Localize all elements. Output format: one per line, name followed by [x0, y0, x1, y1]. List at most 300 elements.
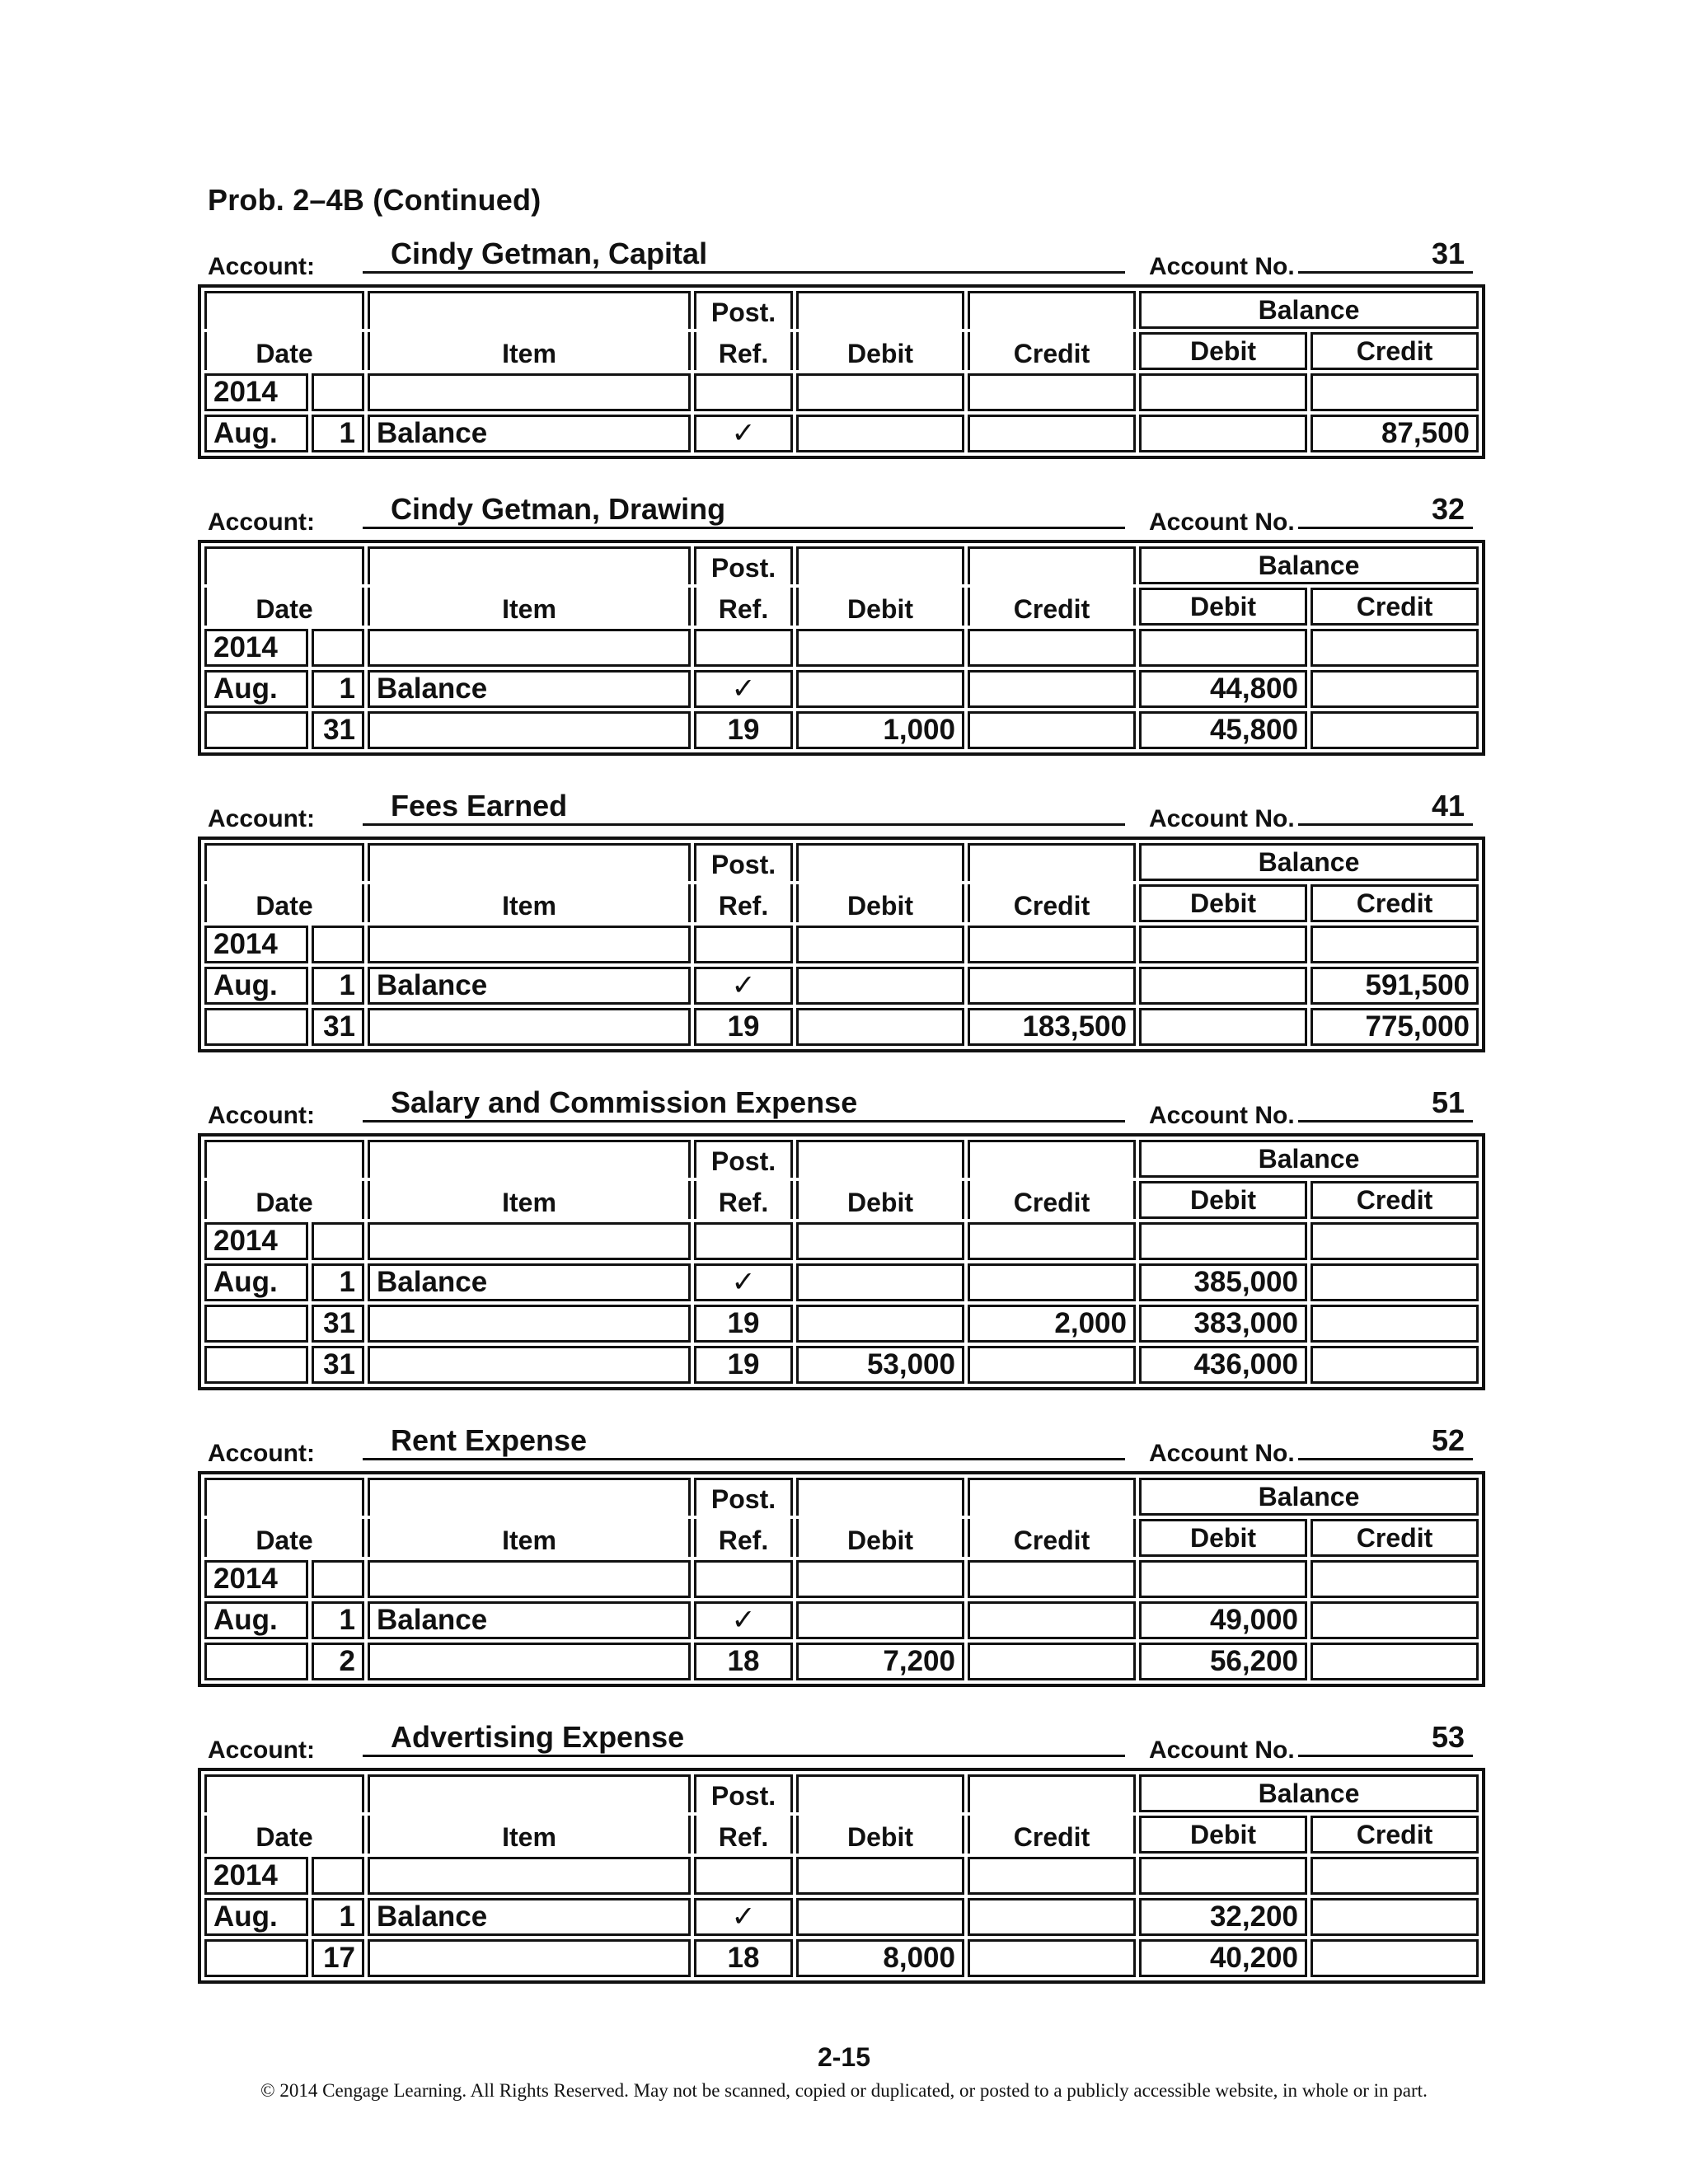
- account-name-line: [363, 235, 1125, 274]
- date-day-cell: 31: [312, 1008, 364, 1046]
- credit-cell: [968, 1263, 1136, 1301]
- credit-header: Credit: [968, 884, 1136, 922]
- debit-header-top: [796, 546, 964, 584]
- account-name-line: [363, 490, 1125, 529]
- ref-header: Ref.: [694, 332, 793, 370]
- debit-cell: [796, 415, 964, 452]
- account-number-line: [1298, 1084, 1473, 1122]
- balance-credit-cell: [1311, 1601, 1479, 1639]
- account-header: [198, 787, 1477, 838]
- account-number: 51: [1431, 1085, 1465, 1119]
- item-cell: [368, 1857, 691, 1895]
- post-ref-cell: [694, 1222, 793, 1260]
- account-ledger: [198, 235, 1477, 449]
- account-name: Cindy Getman, Drawing: [391, 492, 726, 526]
- ref-header: Ref.: [694, 1816, 793, 1854]
- date-header-top: [204, 1774, 364, 1812]
- credit-cell: [968, 711, 1136, 749]
- post-ref-cell: [694, 629, 793, 667]
- date-day-cell: [312, 1560, 364, 1598]
- account-name: Fees Earned: [391, 789, 568, 823]
- debit-cell: [796, 967, 964, 1005]
- item-header-top: [368, 1774, 691, 1812]
- date-month-cell: Aug.: [204, 967, 308, 1005]
- account-header: [198, 1718, 1477, 1769]
- date-header: Date: [204, 332, 364, 370]
- date-header-top: [204, 1478, 364, 1516]
- ref-header: Ref.: [694, 1181, 793, 1219]
- account-label: Account:: [208, 1736, 315, 1764]
- date-month-cell: 2014: [204, 1560, 308, 1598]
- balance-credit-cell: [1311, 629, 1479, 667]
- balance-debit-cell: [1139, 926, 1307, 963]
- account-label: Account:: [208, 805, 315, 832]
- debit-cell: [796, 1263, 964, 1301]
- date-day-cell: [312, 629, 364, 667]
- post-ref-cell: [694, 926, 793, 963]
- ledger-row: [204, 1305, 1479, 1343]
- item-cell: [368, 926, 691, 963]
- credit-header-top: [968, 546, 1136, 584]
- post-ref-cell: ✓: [694, 1263, 793, 1301]
- item-cell: [368, 373, 691, 411]
- item-header: Item: [368, 332, 691, 370]
- debit-cell: [796, 1898, 964, 1936]
- debit-header-top: [796, 1774, 964, 1812]
- header-row: [204, 291, 1479, 329]
- header-row: [204, 588, 1479, 626]
- post-ref-cell: ✓: [694, 1898, 793, 1936]
- credit-cell: [968, 926, 1136, 963]
- balance-debit-cell: [1139, 373, 1307, 411]
- balance-credit-cell: [1311, 1346, 1479, 1384]
- debit-cell: 8,000: [796, 1939, 964, 1977]
- item-cell: [368, 1939, 691, 1977]
- header-row: [204, 843, 1479, 881]
- account-name: Salary and Commission Expense: [391, 1085, 858, 1119]
- balance-debit-cell: 32,200: [1139, 1898, 1307, 1936]
- ledger-row: [204, 373, 1479, 411]
- header-row: [204, 1774, 1479, 1812]
- account-label: Account:: [208, 1102, 315, 1129]
- item-cell: [368, 711, 691, 749]
- credit-cell: [968, 1346, 1136, 1384]
- account-header: [198, 1084, 1477, 1135]
- debit-header: Debit: [796, 1816, 964, 1854]
- credit-header: Credit: [968, 1519, 1136, 1557]
- debit-header-top: [796, 291, 964, 329]
- ledger-table: [198, 1471, 1485, 1687]
- balance-debit-header: Debit: [1139, 884, 1307, 922]
- balance-debit-header: Debit: [1139, 332, 1307, 370]
- balance-debit-header: Debit: [1139, 1816, 1307, 1854]
- debit-header: Debit: [796, 884, 964, 922]
- credit-cell: [968, 1560, 1136, 1598]
- ledger-row: [204, 711, 1479, 749]
- debit-cell: [796, 1601, 964, 1639]
- date-day-cell: 17: [312, 1939, 364, 1977]
- debit-cell: [796, 1008, 964, 1046]
- ledger-table: [198, 1133, 1485, 1390]
- credit-header-top: [968, 843, 1136, 881]
- debit-cell: 7,200: [796, 1643, 964, 1680]
- balance-header: Balance: [1139, 1774, 1479, 1812]
- account-label: Account:: [208, 1440, 315, 1467]
- account-number-label: Account No.: [1149, 1736, 1295, 1764]
- balance-credit-cell: 591,500: [1311, 967, 1479, 1005]
- date-month-cell: 2014: [204, 1222, 308, 1260]
- date-month-cell: 2014: [204, 629, 308, 667]
- date-header: Date: [204, 1181, 364, 1219]
- date-month-cell: [204, 1346, 308, 1384]
- date-month-cell: [204, 711, 308, 749]
- account-label: Account:: [208, 253, 315, 280]
- ledger-row: [204, 1939, 1479, 1977]
- balance-debit-cell: 385,000: [1139, 1263, 1307, 1301]
- item-cell: [368, 629, 691, 667]
- account-name: Rent Expense: [391, 1423, 588, 1457]
- page-number: 2-15: [817, 2042, 871, 2072]
- debit-cell: [796, 670, 964, 708]
- item-header: Item: [368, 884, 691, 922]
- account-label: Account:: [208, 509, 315, 536]
- ledger-row: [204, 1601, 1479, 1639]
- balance-header: Balance: [1139, 1140, 1479, 1178]
- item-header: Item: [368, 1519, 691, 1557]
- debit-cell: 1,000: [796, 711, 964, 749]
- account-header: [198, 235, 1477, 286]
- balance-header: Balance: [1139, 291, 1479, 329]
- date-month-cell: [204, 1643, 308, 1680]
- balance-debit-cell: 56,200: [1139, 1643, 1307, 1680]
- balance-credit-header: Credit: [1311, 884, 1479, 922]
- balance-credit-cell: [1311, 926, 1479, 963]
- debit-header: Debit: [796, 1519, 964, 1557]
- ref-header: Ref.: [694, 884, 793, 922]
- header-row: [204, 332, 1479, 370]
- balance-debit-cell: 44,800: [1139, 670, 1307, 708]
- problem-title: Prob. 2–4B (Continued): [208, 183, 542, 217]
- balance-credit-cell: [1311, 670, 1479, 708]
- header-row: [204, 884, 1479, 922]
- item-cell: [368, 1560, 691, 1598]
- item-cell: [368, 1008, 691, 1046]
- account-number: 31: [1431, 237, 1465, 270]
- balance-credit-cell: [1311, 1898, 1479, 1936]
- account-number-line: [1298, 787, 1473, 826]
- ledger-row: [204, 1008, 1479, 1046]
- debit-cell: [796, 373, 964, 411]
- balance-credit-cell: [1311, 1305, 1479, 1343]
- credit-cell: [968, 415, 1136, 452]
- post-ref-cell: 19: [694, 711, 793, 749]
- account-ledger: [198, 1422, 1477, 1677]
- account-name: Advertising Expense: [391, 1720, 685, 1754]
- debit-cell: [796, 1560, 964, 1598]
- credit-header-top: [968, 1774, 1136, 1812]
- balance-credit-cell: 87,500: [1311, 415, 1479, 452]
- post-ref-cell: [694, 1560, 793, 1598]
- item-cell: [368, 1222, 691, 1260]
- debit-cell: [796, 629, 964, 667]
- ledger-table: [198, 540, 1485, 756]
- ledger-row: [204, 1643, 1479, 1680]
- post-ref-cell: ✓: [694, 415, 793, 452]
- credit-header: Credit: [968, 588, 1136, 626]
- balance-credit-cell: 775,000: [1311, 1008, 1479, 1046]
- date-header-top: [204, 291, 364, 329]
- credit-cell: 2,000: [968, 1305, 1136, 1343]
- date-day-cell: 31: [312, 1346, 364, 1384]
- post-ref-cell: 18: [694, 1939, 793, 1977]
- post-header: Post.: [694, 1774, 793, 1812]
- credit-cell: [968, 1857, 1136, 1895]
- balance-debit-header: Debit: [1139, 588, 1307, 626]
- balance-credit-cell: [1311, 1643, 1479, 1680]
- post-ref-cell: 19: [694, 1346, 793, 1384]
- credit-header-top: [968, 291, 1136, 329]
- credit-cell: 183,500: [968, 1008, 1136, 1046]
- date-header-top: [204, 1140, 364, 1178]
- ledger-row: [204, 926, 1479, 963]
- ledger-row: [204, 967, 1479, 1005]
- account-name-line: [363, 787, 1125, 826]
- date-day-cell: 1: [312, 1263, 364, 1301]
- post-ref-cell: 19: [694, 1008, 793, 1046]
- debit-cell: 53,000: [796, 1346, 964, 1384]
- debit-cell: [796, 1857, 964, 1895]
- ledger-row: [204, 670, 1479, 708]
- date-header: Date: [204, 1816, 364, 1854]
- ledger-row: [204, 1263, 1479, 1301]
- date-month-cell: [204, 1305, 308, 1343]
- debit-cell: [796, 926, 964, 963]
- debit-cell: [796, 1305, 964, 1343]
- balance-debit-cell: 383,000: [1139, 1305, 1307, 1343]
- date-month-cell: Aug.: [204, 1263, 308, 1301]
- credit-header: Credit: [968, 1181, 1136, 1219]
- account-number: 52: [1431, 1423, 1465, 1457]
- balance-debit-cell: [1139, 1560, 1307, 1598]
- ledger-row: [204, 1898, 1479, 1936]
- account-number-line: [1298, 235, 1473, 274]
- account-number-line: [1298, 1718, 1473, 1757]
- credit-cell: [968, 1939, 1136, 1977]
- account-number-label: Account No.: [1149, 805, 1295, 832]
- debit-header-top: [796, 843, 964, 881]
- date-day-cell: 1: [312, 967, 364, 1005]
- account-number-line: [1298, 1422, 1473, 1460]
- balance-debit-header: Debit: [1139, 1519, 1307, 1557]
- credit-cell: [968, 1898, 1136, 1936]
- date-day-cell: [312, 1222, 364, 1260]
- date-month-cell: 2014: [204, 1857, 308, 1895]
- credit-cell: [968, 629, 1136, 667]
- item-cell: Balance: [368, 967, 691, 1005]
- post-ref-cell: 18: [694, 1643, 793, 1680]
- balance-debit-header: Debit: [1139, 1181, 1307, 1219]
- date-month-cell: Aug.: [204, 670, 308, 708]
- post-header: Post.: [694, 1140, 793, 1178]
- debit-header-top: [796, 1140, 964, 1178]
- header-row: [204, 1140, 1479, 1178]
- post-ref-cell: [694, 373, 793, 411]
- credit-header-top: [968, 1140, 1136, 1178]
- account-number-label: Account No.: [1149, 509, 1295, 536]
- date-day-cell: [312, 373, 364, 411]
- balance-debit-cell: [1139, 629, 1307, 667]
- ledger-table: [198, 837, 1485, 1052]
- account-ledger: [198, 1718, 1477, 1974]
- credit-cell: [968, 1222, 1136, 1260]
- copyright-notice: © 2014 Cengage Learning. All Rights Reserved. May not be scanned, copied or duplicated, or posted to a publicly accessible website, in whole or in part.: [260, 2080, 1428, 2101]
- date-month-cell: [204, 1939, 308, 1977]
- account-name-line: [363, 1718, 1125, 1757]
- balance-debit-cell: 49,000: [1139, 1601, 1307, 1639]
- balance-credit-header: Credit: [1311, 1519, 1479, 1557]
- ledger-row: [204, 1560, 1479, 1598]
- account-number: 32: [1431, 492, 1465, 526]
- balance-debit-cell: 40,200: [1139, 1939, 1307, 1977]
- post-header: Post.: [694, 1478, 793, 1516]
- item-header-top: [368, 291, 691, 329]
- item-cell: Balance: [368, 670, 691, 708]
- account-ledger: [198, 787, 1477, 1043]
- post-ref-cell: [694, 1857, 793, 1895]
- date-day-cell: 31: [312, 1305, 364, 1343]
- debit-header: Debit: [796, 332, 964, 370]
- ledger-row: [204, 1346, 1479, 1384]
- date-day-cell: [312, 1857, 364, 1895]
- ref-header: Ref.: [694, 588, 793, 626]
- balance-credit-header: Credit: [1311, 1816, 1479, 1854]
- date-month-cell: 2014: [204, 373, 308, 411]
- date-month-cell: 2014: [204, 926, 308, 963]
- credit-cell: [968, 967, 1136, 1005]
- item-cell: Balance: [368, 415, 691, 452]
- item-header-top: [368, 843, 691, 881]
- item-header: Item: [368, 588, 691, 626]
- ledger-row: [204, 1857, 1479, 1895]
- ledger-row: [204, 1222, 1479, 1260]
- balance-credit-header: Credit: [1311, 1181, 1479, 1219]
- balance-credit-cell: [1311, 1857, 1479, 1895]
- header-row: [204, 1181, 1479, 1219]
- item-header-top: [368, 1140, 691, 1178]
- account-header: [198, 1422, 1477, 1473]
- credit-cell: [968, 373, 1136, 411]
- debit-header: Debit: [796, 588, 964, 626]
- date-day-cell: 1: [312, 415, 364, 452]
- balance-credit-header: Credit: [1311, 332, 1479, 370]
- date-day-cell: 2: [312, 1643, 364, 1680]
- account-ledger: [198, 490, 1477, 746]
- post-ref-cell: ✓: [694, 1601, 793, 1639]
- balance-header: Balance: [1139, 546, 1479, 584]
- credit-header-top: [968, 1478, 1136, 1516]
- ledger-row: [204, 415, 1479, 452]
- balance-header: Balance: [1139, 843, 1479, 881]
- header-row: [204, 1519, 1479, 1557]
- date-header-top: [204, 546, 364, 584]
- date-day-cell: 1: [312, 1898, 364, 1936]
- post-header: Post.: [694, 546, 793, 584]
- date-day-cell: 31: [312, 711, 364, 749]
- ref-header: Ref.: [694, 1519, 793, 1557]
- account-ledger: [198, 1084, 1477, 1380]
- item-cell: [368, 1643, 691, 1680]
- credit-header: Credit: [968, 332, 1136, 370]
- credit-cell: [968, 1601, 1136, 1639]
- account-number-line: [1298, 490, 1473, 529]
- date-month-cell: Aug.: [204, 415, 308, 452]
- account-name-line: [363, 1084, 1125, 1122]
- date-header-top: [204, 843, 364, 881]
- item-cell: [368, 1346, 691, 1384]
- ledger-table: [198, 1768, 1485, 1984]
- balance-credit-cell: [1311, 373, 1479, 411]
- account-number-label: Account No.: [1149, 1102, 1295, 1129]
- post-ref-cell: 19: [694, 1305, 793, 1343]
- balance-credit-cell: [1311, 711, 1479, 749]
- account-header: [198, 490, 1477, 541]
- header-row: [204, 546, 1479, 584]
- balance-debit-cell: [1139, 1222, 1307, 1260]
- date-day-cell: 1: [312, 670, 364, 708]
- account-number-label: Account No.: [1149, 253, 1295, 280]
- balance-credit-cell: [1311, 1560, 1479, 1598]
- item-header: Item: [368, 1816, 691, 1854]
- header-row: [204, 1816, 1479, 1854]
- date-month-cell: Aug.: [204, 1898, 308, 1936]
- account-number: 53: [1431, 1720, 1465, 1754]
- credit-cell: [968, 1643, 1136, 1680]
- balance-credit-cell: [1311, 1939, 1479, 1977]
- item-header-top: [368, 1478, 691, 1516]
- date-header: Date: [204, 884, 364, 922]
- ledger-table: [198, 284, 1485, 459]
- date-month-cell: Aug.: [204, 1601, 308, 1639]
- post-ref-cell: ✓: [694, 967, 793, 1005]
- date-day-cell: 1: [312, 1601, 364, 1639]
- balance-credit-cell: [1311, 1222, 1479, 1260]
- credit-header: Credit: [968, 1816, 1136, 1854]
- balance-debit-cell: [1139, 415, 1307, 452]
- item-header-top: [368, 546, 691, 584]
- credit-cell: [968, 670, 1136, 708]
- ledger-row: [204, 629, 1479, 667]
- balance-debit-cell: [1139, 1857, 1307, 1895]
- account-name-line: [363, 1422, 1125, 1460]
- item-cell: [368, 1305, 691, 1343]
- item-header: Item: [368, 1181, 691, 1219]
- date-day-cell: [312, 926, 364, 963]
- item-cell: Balance: [368, 1263, 691, 1301]
- debit-header: Debit: [796, 1181, 964, 1219]
- date-month-cell: [204, 1008, 308, 1046]
- post-header: Post.: [694, 843, 793, 881]
- balance-debit-cell: 436,000: [1139, 1346, 1307, 1384]
- balance-debit-cell: 45,800: [1139, 711, 1307, 749]
- account-name: Cindy Getman, Capital: [391, 237, 708, 270]
- post-ref-cell: ✓: [694, 670, 793, 708]
- date-header: Date: [204, 1519, 364, 1557]
- balance-header: Balance: [1139, 1478, 1479, 1516]
- item-cell: Balance: [368, 1601, 691, 1639]
- post-header: Post.: [694, 291, 793, 329]
- item-cell: Balance: [368, 1898, 691, 1936]
- date-header: Date: [204, 588, 364, 626]
